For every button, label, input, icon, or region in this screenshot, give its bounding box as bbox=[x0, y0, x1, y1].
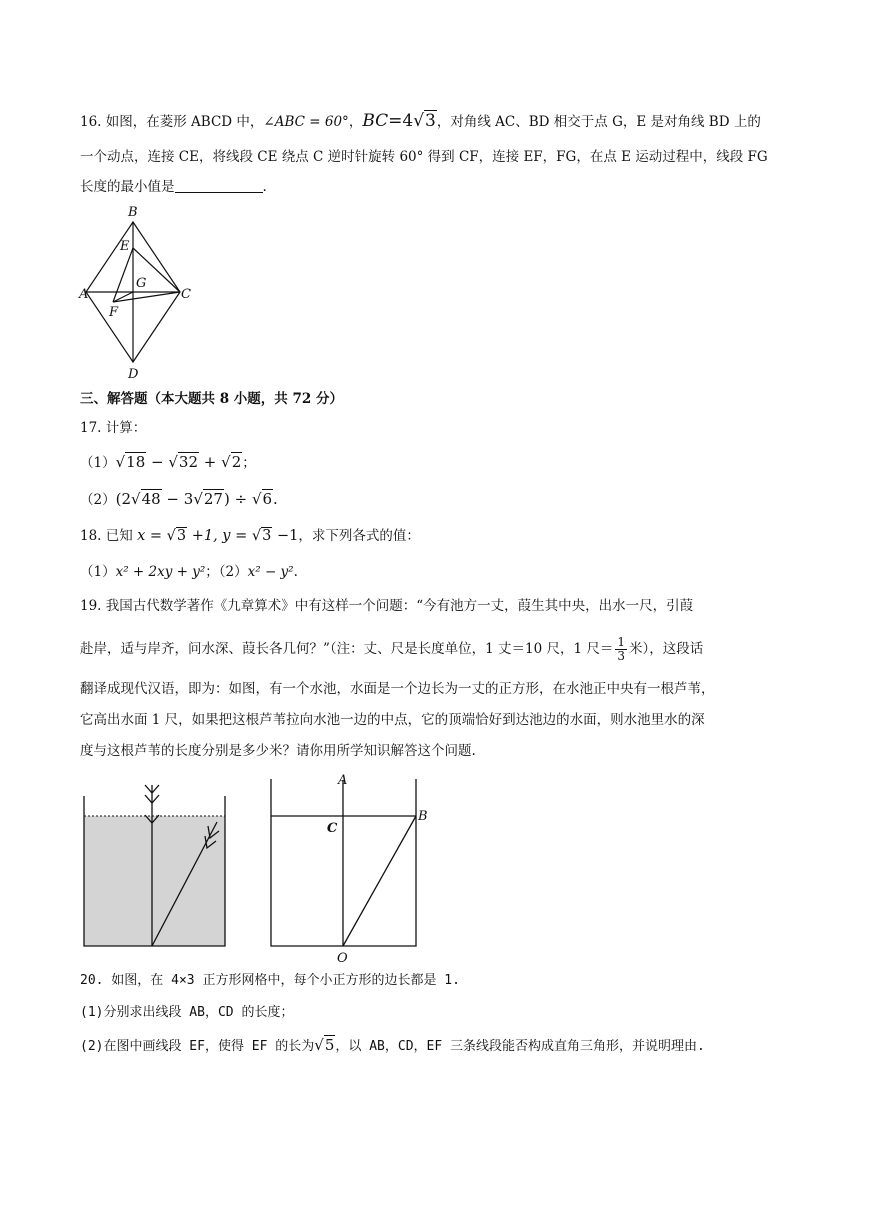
q19-fraction-num: 1 bbox=[617, 635, 626, 649]
q20-line3-a: (2)在图中画线段 EF，使得 EF 的长为 bbox=[80, 1039, 315, 1054]
q19-line2-b: 米），这段话 bbox=[629, 641, 704, 657]
q19-line5: 度与这根芦苇的长度分别是多少米？请你用所学知识解答这个问题. bbox=[80, 743, 476, 759]
q17-p2-close: ) ÷ bbox=[223, 490, 252, 508]
q17-sqrt-6: √6 bbox=[251, 490, 273, 508]
q19-fraction-den: 3 bbox=[617, 649, 626, 663]
label-g: G bbox=[136, 276, 147, 291]
q16-line3-text: 长度的最小值是 bbox=[80, 179, 175, 195]
q17-p1-op2: + bbox=[199, 453, 222, 471]
q17-sqrt-2: √32 bbox=[168, 453, 199, 471]
q19-line3: 翻译成现代汉语，即为：如图，有一个水池，水面是一个边长为一丈的正方形，在水池正中央有一根芦苇， bbox=[80, 681, 715, 697]
q16-bc-eq: =4 bbox=[388, 111, 414, 131]
q17-sqrt-1-rad: 18 bbox=[126, 453, 146, 471]
label-a2: A bbox=[338, 773, 348, 788]
q18-p2-end: . bbox=[293, 564, 298, 580]
q16-period: . bbox=[262, 179, 267, 195]
q17-sqrt-5: √27 bbox=[193, 490, 223, 508]
label-f: F bbox=[109, 305, 119, 320]
q18-p1-num: （1） bbox=[80, 564, 116, 580]
q18-y: +1, y = bbox=[187, 528, 252, 544]
label-o: O bbox=[337, 951, 348, 966]
q17-sqrt-3: √2 bbox=[221, 453, 242, 471]
q17-p2-open: (2 bbox=[115, 490, 131, 508]
q20-line1: 20. 如图，在 4×3 正方形网格中，每个小正方形的边长都是 1. bbox=[80, 973, 460, 988]
q16-sep: ， bbox=[348, 114, 363, 130]
q18-sqrt-x-rad: 3 bbox=[176, 528, 187, 544]
q17-p1-end: ； bbox=[242, 455, 256, 471]
label-a: A bbox=[79, 287, 89, 302]
q18-p2-expr: x² − y² bbox=[247, 564, 294, 580]
q17-p1-op1: − bbox=[146, 453, 169, 471]
q18-x: x = bbox=[137, 528, 167, 544]
q18-sep: ；（2） bbox=[205, 564, 248, 580]
q17-p2-mid: − 3 bbox=[161, 490, 194, 508]
q16-text-a: 16. 如图，在菱形 ABCD 中， bbox=[80, 114, 264, 130]
q20-line2: (1)分别求出线段 AB，CD 的长度； bbox=[80, 1005, 294, 1020]
q20-sqrt-rad: 5 bbox=[324, 1036, 335, 1054]
q20-line3 bbox=[80, 1035, 705, 1057]
q16-bc: BC bbox=[362, 111, 389, 131]
q19-line1: 19. 我国古代数学著作《九章算术》中有这样一个问题：“今有池方一丈，葭生其中央，出水一尺，引葭 bbox=[80, 598, 694, 614]
q19-line2-a: 赴岸，适与岸齐，问水深、葭长各几何？”（注：丈、尺是长度单位，1 丈＝10 尺，1 尺＝ bbox=[80, 641, 614, 657]
q17-title: 17. 计算： bbox=[80, 420, 147, 436]
label-d: D bbox=[128, 367, 139, 382]
q16-angle: ∠ABC = 60° bbox=[263, 114, 349, 130]
q17-sqrt-1: √18 bbox=[115, 453, 146, 471]
q18-post: ，求下列各式的值： bbox=[298, 528, 420, 544]
q18-pre: 18. 已知 bbox=[80, 528, 138, 544]
q17-p1-num: （1） bbox=[80, 455, 116, 471]
q18-sqrt-y: √3 bbox=[251, 528, 272, 544]
label-b: B bbox=[128, 205, 138, 220]
q16-sqrt-rad: 3 bbox=[425, 111, 436, 131]
q17-sqrt-4-rad: 48 bbox=[141, 490, 161, 508]
q16-line2: 一个动点，连接 CE，将线段 CE 绕点 C 逆时针旋转 60° 得到 CF，连接 EF，FG，在点 E 运动过程中，线段 FG bbox=[80, 149, 768, 165]
q17-sqrt-3-rad: 2 bbox=[231, 453, 242, 471]
q20-sqrt: √5 bbox=[314, 1036, 335, 1054]
q18-sqrt-y-rad: 3 bbox=[262, 528, 272, 544]
q17-p2-num: （2） bbox=[80, 492, 116, 508]
q18-p1-expr: x² + 2xy + y² bbox=[115, 564, 206, 580]
q17-sqrt-4: √48 bbox=[131, 490, 161, 508]
segment-ob bbox=[343, 816, 416, 946]
q20-line3-b: ，以 AB，CD，EF 三条线段能否构成直角三角形，并说明理由. bbox=[335, 1039, 705, 1054]
q17-sqrt-2-rad: 32 bbox=[178, 453, 199, 471]
q17-p2-end: . bbox=[273, 490, 278, 508]
q18-sqrt-x: √3 bbox=[166, 528, 187, 544]
q19-line4: 它高出水面 1 尺，如果把这根芦苇拉向水池一边的中点，它的顶端恰好到达池边的水面，则水池里水的深 bbox=[80, 712, 705, 728]
q16-text-b: ，对角线 AC、BD 相交于点 G，E 是对角线 BD 上的 bbox=[436, 114, 761, 130]
label-b2: B bbox=[418, 809, 428, 824]
label-e: E bbox=[120, 239, 130, 254]
q17-sqrt-6-rad: 6 bbox=[262, 490, 273, 508]
label-c2: C bbox=[327, 821, 338, 836]
q17-sqrt-5-rad: 27 bbox=[203, 490, 223, 508]
q16-sqrt: √3 bbox=[413, 111, 436, 131]
q18-y-tail: −1 bbox=[272, 528, 299, 544]
section-heading: 三、解答题（本大题共 8 小题，共 72 分） bbox=[80, 391, 343, 407]
label-c: C bbox=[181, 287, 191, 302]
